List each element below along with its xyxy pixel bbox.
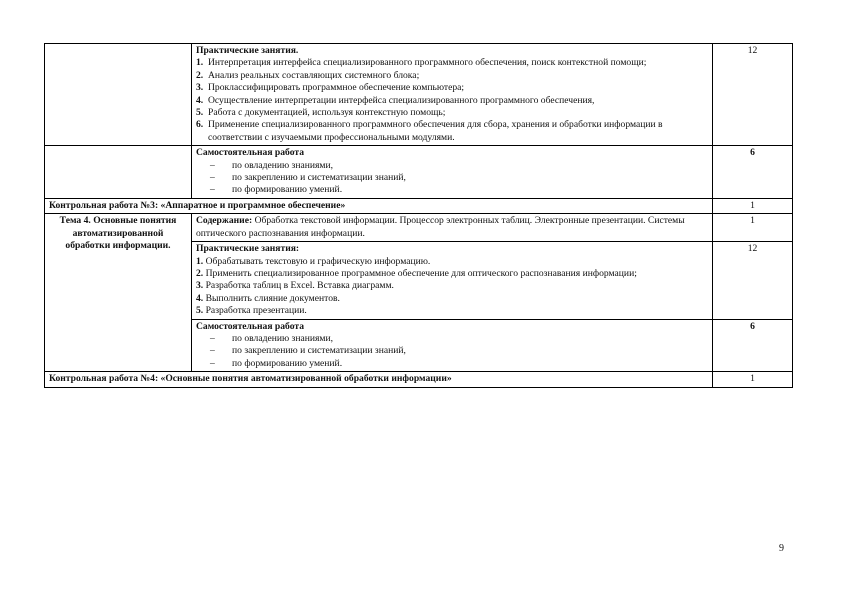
list-item: – по формированию умений. xyxy=(210,357,343,369)
list-item: – по овладению знаниями, xyxy=(210,159,334,171)
topic-cell-empty xyxy=(45,146,192,199)
list-item: 5. Работа с документацией, используя контекстную помощь; xyxy=(196,107,446,119)
content-cell xyxy=(192,214,713,242)
list-item: – по закреплению и систематизации знаний, xyxy=(210,172,406,184)
topic-cell-empty xyxy=(45,44,192,146)
list-item: 4. Выполнить слияние документов. xyxy=(196,292,340,304)
table-row xyxy=(45,44,793,146)
list-item: – по формированию умений. xyxy=(210,184,343,196)
page-number: 9 xyxy=(779,543,784,554)
list-item: – по овладению знаниями, xyxy=(210,332,334,344)
selfwork-cell xyxy=(192,146,713,199)
table-row xyxy=(45,372,793,387)
hours-cell: 12 xyxy=(713,44,793,146)
list-item: 5. Разработка презентации. xyxy=(196,305,307,317)
hours-cell: 6 xyxy=(713,146,793,199)
list-item: 3. Разработка таблиц в Excel. Вставка диаграмм. xyxy=(196,280,394,292)
practice-cell xyxy=(192,242,713,319)
practice-heading: Практические занятия: xyxy=(196,243,300,255)
practice-list xyxy=(196,57,708,144)
list-item: 2. Применить специализированное программное обеспечение для оптического распознавания информации; xyxy=(196,267,637,279)
hours-cell: 6 xyxy=(713,319,793,372)
content-text: Обработка текстовой информации. Процессор электронных таблиц. Электронные презентации. Системы оптического распознавания информации. xyxy=(196,215,685,239)
curriculum-table xyxy=(44,43,793,388)
hours-cell: 1 xyxy=(713,198,793,213)
content-label: Содержание: xyxy=(196,215,253,227)
hours-cell: 1 xyxy=(713,214,793,242)
list-item: 1. Интерпретация интерфейса специализированного программного обеспечения, поиск контекстной помощи; xyxy=(196,57,647,69)
table-row xyxy=(45,214,793,242)
control-work-4: Контрольная работа №4: «Основные понятия автоматизированной обработки информации» xyxy=(45,372,713,387)
selfwork-heading: Самостоятельная работа xyxy=(196,147,305,159)
hours-cell: 12 xyxy=(713,242,793,319)
selfwork-list xyxy=(196,333,708,370)
list-item: 2. Анализ реальных составляющих системного блока; xyxy=(196,69,420,81)
list-item: 1. Обрабатывать текстовую и графическую информацию. xyxy=(196,255,431,267)
table-row xyxy=(45,146,793,199)
list-item: 3. Проклассифицировать программное обеспечение компьютера; xyxy=(196,82,465,94)
list-item: 4. Осуществление интерпретации интерфейса специализированного программного обеспечения, xyxy=(196,94,595,106)
selfwork-heading: Самостоятельная работа xyxy=(196,320,305,332)
control-work-3: Контрольная работа №3: «Аппаратное и программное обеспечение» xyxy=(45,198,713,213)
selfwork-list xyxy=(196,160,708,197)
table-row xyxy=(45,198,793,213)
topic-cell: Тема 4. Основные понятия автоматизированной обработки информации. xyxy=(45,214,192,372)
practice-heading: Практические занятия. xyxy=(196,45,299,56)
selfwork-cell xyxy=(192,319,713,372)
hours-cell: 1 xyxy=(713,372,793,387)
list-item: – по закреплению и систематизации знаний, xyxy=(210,345,406,357)
list-item: 6. Применение специализированного программного обеспечения для сбора, хранения и обработки информации в соответствии с изучаемыми профессиональными модулями. xyxy=(196,119,663,143)
practice-cell xyxy=(192,44,713,146)
